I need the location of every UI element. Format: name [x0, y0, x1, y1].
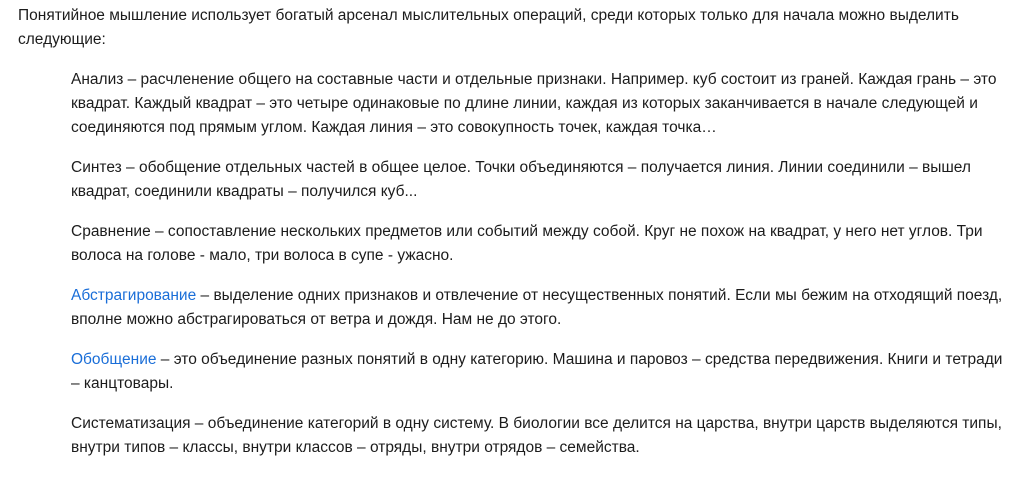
- operation-analysis: [71, 68, 1014, 140]
- operation-comparison-text: Сравнение – сопоставление нескольких предметов или событий между собой. Круг не похож на квадрат, у него нет углов. Три волоса на голове - мало, три волоса в супе - ужасно.: [71, 223, 983, 264]
- abstraction-link[interactable]: Абстрагирование: [71, 287, 197, 304]
- operation-synthesis: [71, 156, 1014, 204]
- operation-generalization-text: – это объединение разных понятий в одну категорию. Машина и паровоз – средства передвижения. Книги и тетради – канцтовары.: [71, 351, 1003, 392]
- operation-systematization-text: Систематизация – объединение категорий в одну систему. В биологии все делится на царства, внутри царств выделяются типы, внутри типов – классы, внутри классов – отряды, внутри отрядов – семейства.: [71, 415, 1002, 456]
- operation-comparison: [71, 220, 1014, 268]
- operation-abstraction: [71, 284, 1014, 332]
- operation-abstraction-text: – выделение одних признаков и отвлечение от несущественных понятий. Если мы бежим на отходящий поезд, вполне можно абстрагироваться от ветра и дождя. Нам не до этого.: [71, 287, 1003, 328]
- operation-generalization: [71, 348, 1014, 396]
- intro-paragraph: Понятийное мышление использует богатый арсенал мыслительных операций, среди которых только для начала можно выделить следующие:: [18, 7, 959, 48]
- operation-systematization: [71, 412, 1014, 460]
- operation-analysis-text: Анализ – расчленение общего на составные части и отдельные признаки. Например. куб состоит из граней. Каждая грань – это квадрат. Каждый квадрат – это четыре одинаковые по длине линии, каждая из которых заканчивается в начале следующей и соединяются под прямым углом. Каждая линия – это совокупность точек, каждая точка…: [71, 71, 997, 136]
- operation-synthesis-text: Синтез – обобщение отдельных частей в общее целое. Точки объединяются – получается линия. Линии соединили – вышел квадрат, соединили квадраты – получился куб...: [71, 159, 971, 200]
- generalization-link[interactable]: Обобщение: [71, 351, 157, 368]
